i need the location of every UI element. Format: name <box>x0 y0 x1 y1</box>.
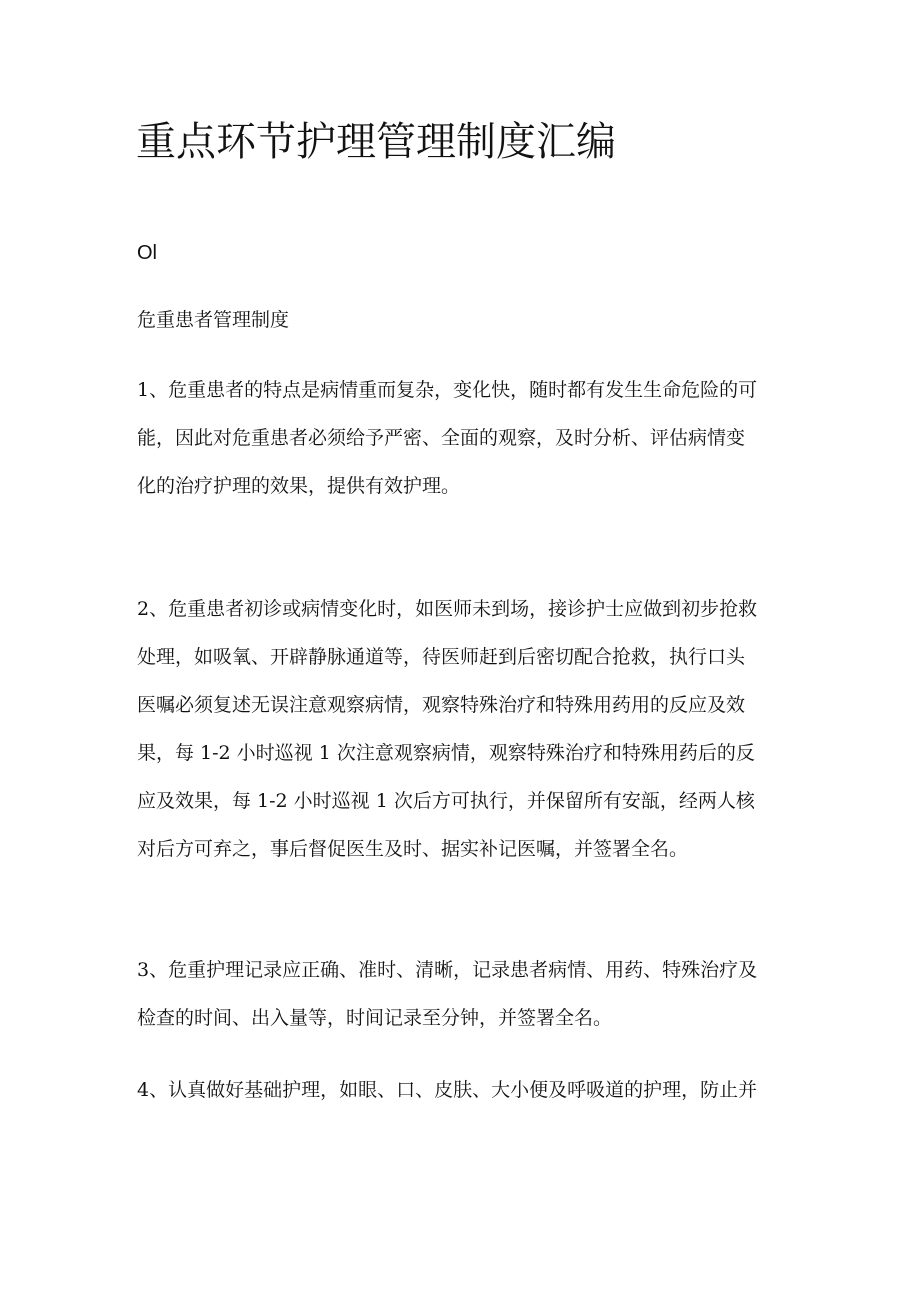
paragraph-line: 检查的时间、出入量等，时间记录至分钟，并签署全名。 <box>137 1007 613 1029</box>
paragraph-line: 4、认真做好基础护理，如眼、口、皮肤、大小便及呼吸道的护理，防止并 <box>137 1079 758 1101</box>
section-number: Ol <box>137 242 157 264</box>
paragraph-line: 处理，如吸氧、开辟静脉通道等，待医师赶到后密切配合抢救，执行口头 <box>137 646 746 668</box>
section-title: 危重患者管理制度 <box>137 309 290 331</box>
paragraph-line: 医嘱必须复述无误注意观察病情，观察特殊治疗和特殊用药用的反应及效 <box>137 694 746 716</box>
paragraph-line: 能，因此对危重患者必须给予严密、全面的观察，及时分析、评估病情变 <box>137 427 746 449</box>
paragraph-2 <box>137 585 797 873</box>
paragraph-line: 应及效果，每 1-2 小时巡视 1 次后方可执行，并保留所有安瓿，经两人核 <box>137 790 755 812</box>
paragraph-line: 2、危重患者初诊或病情变化时，如医师未到场，接诊护士应做到初步抢救 <box>137 598 758 620</box>
paragraph-line: 对后方可弃之，事后督促医生及时、据实补记医嘱，并签署全名。 <box>137 838 689 860</box>
document-title: 重点环节护理管理制度汇编 <box>136 119 616 165</box>
paragraph-line: 化的治疗护理的效果，提供有效护理。 <box>137 475 461 497</box>
paragraph-1 <box>137 366 797 510</box>
paragraph-line: 果，每 1-2 小时巡视 1 次注意观察病情，观察特殊治疗和特殊用药后的反 <box>137 742 755 764</box>
paragraph-line: 1、危重患者的特点是病情重而复杂，变化快，随时都有发生生命危险的可 <box>137 379 758 401</box>
paragraph-3 <box>137 946 797 1042</box>
paragraph-4 <box>137 1066 797 1114</box>
paragraph-line: 3、危重护理记录应正确、准时、清晰，记录患者病情、用药、特殊治疗及 <box>137 959 758 981</box>
